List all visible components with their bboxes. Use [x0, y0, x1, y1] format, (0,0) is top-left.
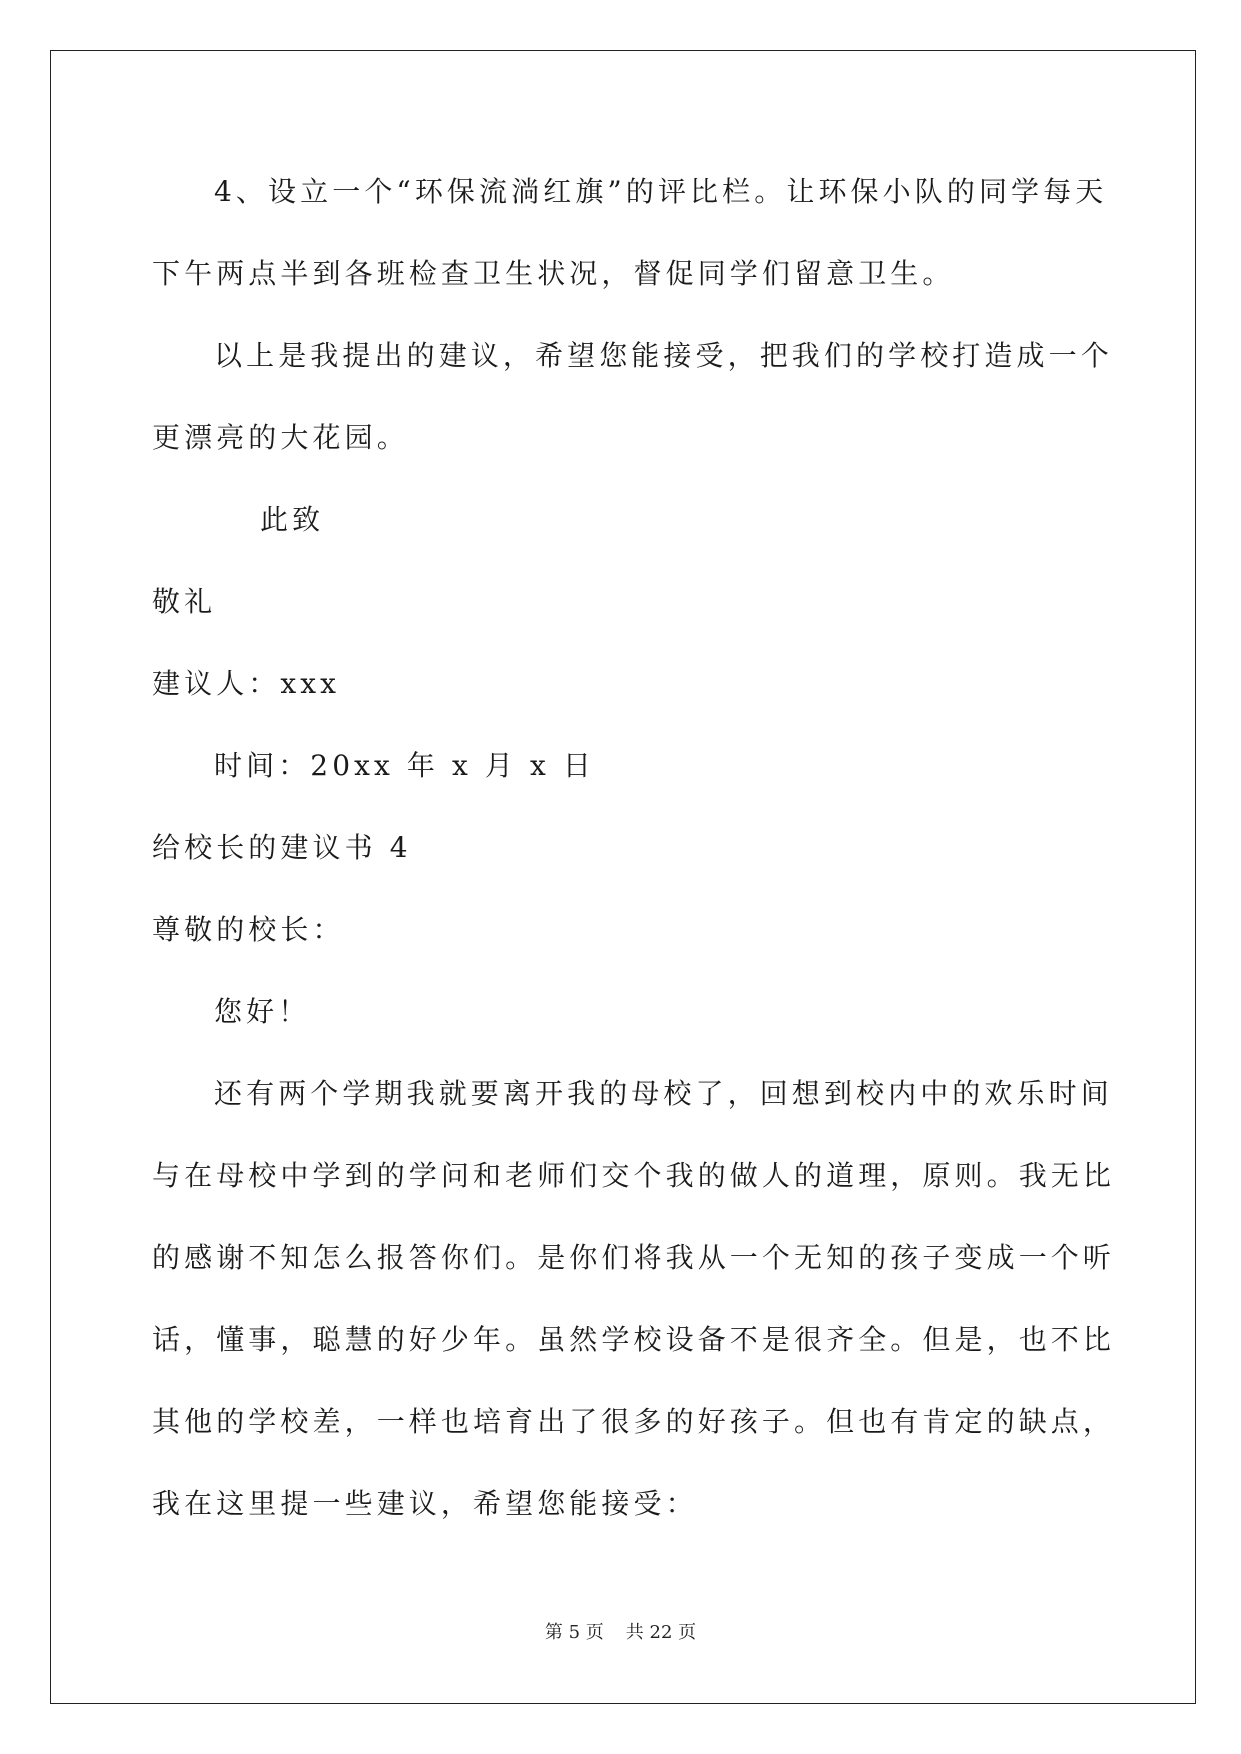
paragraph-line: 更漂亮的大花园。	[152, 421, 409, 454]
page-footer	[0, 1621, 1241, 1645]
greeting-recipient: 尊敬的校长：	[152, 913, 345, 946]
paragraph-line: 话，懂事，聪慧的好少年。虽然学校设备不是很齐全。但是，也不比	[152, 1323, 1116, 1356]
paragraph-line: 其他的学校差，一样也培育出了很多的好孩子。但也有肯定的缺点，	[152, 1405, 1116, 1438]
page-border	[50, 50, 1196, 1704]
greeting: 您好！	[214, 995, 311, 1028]
paragraph-line: 与在母校中学到的学问和老师们交个我的做人的道理，原则。我无比	[152, 1159, 1116, 1192]
proposer-line: 建议人：xxx	[152, 667, 341, 700]
closing-regards: 敬礼	[152, 585, 217, 618]
paragraph-line: 我在这里提一些建议，希望您能接受：	[152, 1487, 698, 1520]
page-number: 第 5 页	[544, 1622, 604, 1643]
date-line: 时间：20xx 年 x 月 x 日	[214, 749, 595, 782]
section-title: 给校长的建议书 4	[152, 831, 412, 864]
paragraph-line: 的感谢不知怎么报答你们。是你们将我从一个无知的孩子变成一个听	[152, 1241, 1116, 1274]
paragraph-line: 4、设立一个“环保流淌红旗”的评比栏。让环保小队的同学每天	[214, 175, 1108, 208]
page-total: 共 22 页	[625, 1622, 697, 1643]
paragraph-line: 还有两个学期我就要离开我的母校了，回想到校内中的欢乐时间	[214, 1077, 1113, 1110]
paragraph-line: 下午两点半到各班检查卫生状况，督促同学们留意卫生。	[152, 257, 955, 290]
paragraph-line: 以上是我提出的建议，希望您能接受，把我们的学校打造成一个	[214, 339, 1113, 372]
closing-salutation: 此致	[260, 503, 325, 536]
